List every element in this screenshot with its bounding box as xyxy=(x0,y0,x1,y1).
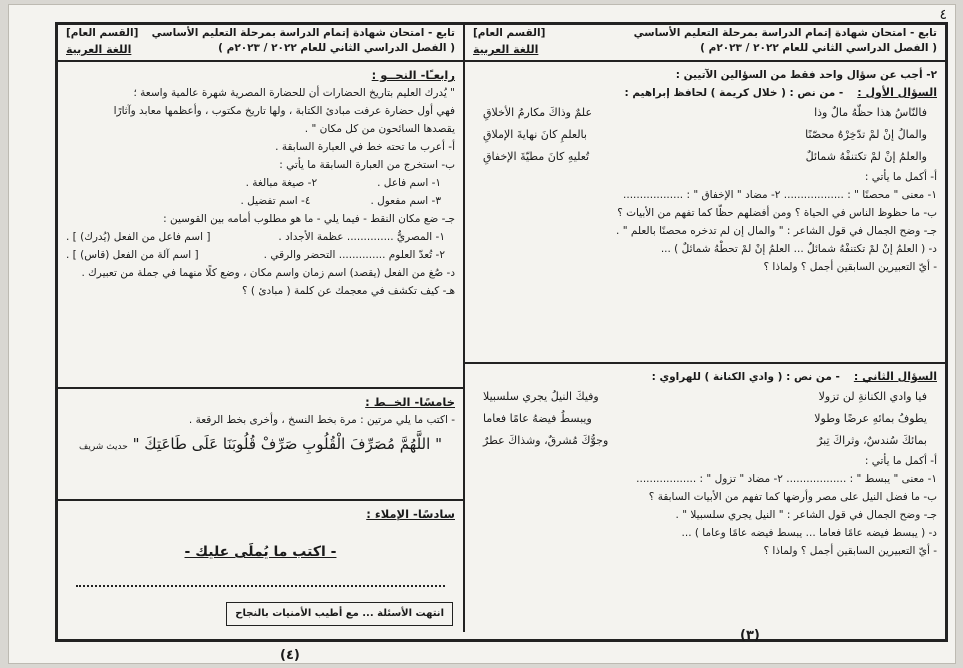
left-header-title: تابع - امتحان شهادة إتمام الدراسة بمرحلة التعليم الأساسي xyxy=(151,27,455,39)
left-header xyxy=(58,22,463,62)
grammar-section xyxy=(58,62,463,387)
q2-d: د- ( يبسط فيضه عامًا فعاما ... يبسط فيضه عامًا وعاما ) ... xyxy=(681,527,937,539)
q2-a: أ- أكمل ما يأتي : xyxy=(864,455,937,467)
q1-verse-3-a: والعلمُ إنْ لمْ تكتنفْهُ شمائلٌ xyxy=(805,150,927,163)
right-page xyxy=(465,22,945,632)
grammar-c2-hint: [ اسم آلة من الفعل (قاس) ] . xyxy=(66,249,199,261)
answer-instruction: ٢- أجب عن سؤال واحد فقط من السؤالين الآتيين : xyxy=(675,69,937,81)
q2-b: ب- ما فضل النيل على مصر وأرضها كما تفهم من الأبيات السابقة ؟ xyxy=(648,491,937,503)
q1-d2: - أيّ التعبيرين السابقين أجمل ؟ ولماذا ؟ xyxy=(763,261,937,273)
right-header-term: ( الفصل الدراسي الثاني للعام ٢٠٢٢ / ٢٠٢٣م ) xyxy=(700,42,937,54)
q1-d: د- ( العلمُ إنْ لمْ تكتنفْهُ شمائلٌ ... العلمُ إنْ لمْ تحطْهُ شمائلٌ ) ... xyxy=(660,243,937,255)
q1-c: جـ- وضح الجمال في قول الشاعر : " والمال إن لم تدخره محصنًا بالعلم " . xyxy=(616,225,937,237)
left-header-term: ( الفصل الدراسي الثاني للعام ٢٠٢٢ / ٢٠٢٣م ) xyxy=(218,42,455,54)
q1-verse-3 xyxy=(473,146,937,168)
q2-verse-1-b: وفيكَ النيلُ يجري سلسبيلا xyxy=(483,390,599,403)
q2-verse-1-a: فيا وادي الكنانةِ لن تزولا xyxy=(818,390,927,403)
calligraphy-source: حديث شريف xyxy=(79,442,128,452)
q2-source: - من نص : ( وادي الكنانة ) للهراوي : xyxy=(651,371,840,383)
grammar-q-a: أ- أعرب ما تحته خط في العبارة السابقة . xyxy=(275,141,455,153)
q1-source: - من نص : ( خلال كريمة ) لحافظ إبراهيم : xyxy=(624,87,844,99)
grammar-passage-1: " يُدرك العليم بتاريخ الحضارات أن للحضارة المصرية شهرة عالمية واسعة ؛ xyxy=(133,87,455,99)
q1-a: أ- أكمل ما يأتي : xyxy=(864,171,937,183)
footer-note: انتهت الأسئلة ... مع أطيب الأمنيات بالنجاح xyxy=(226,602,453,626)
left-page xyxy=(58,22,463,632)
q1-verse-2-b: بالعلمِ كانَ نهايةَ الإملاقِ xyxy=(483,128,587,141)
q1-a1: ١- معنى " محصنًا " : .................. ٢- مضاد " الإخفاق " : .................. xyxy=(623,189,937,201)
grammar-c1: ١- المصريُّ .............. عظمة الأجداد . xyxy=(278,231,445,243)
dictation-text: - اكتب ما يُملَى عليك - xyxy=(184,544,337,560)
q1-verse-3-b: تُعليهِ كانَ مطيّةَ الإخفاقِ xyxy=(483,150,590,163)
grammar-c2: ٢- تُعدّ العلوم .............. التحضر والرقي . xyxy=(263,249,445,261)
calligraphy-title: خامسًا- الخــط : xyxy=(365,395,455,409)
q1-verse-1-a: فالنّاسُ هذا حظّهُ مالٌ وذا xyxy=(814,106,927,119)
q2-a1: ١- معنى " يبسط " : .................. ٢- مضاد " تزول " : .................. xyxy=(636,473,937,485)
q2-verse-2-a: يطوفُ بمائهِ عرضًا وطولا xyxy=(814,412,927,425)
right-page-number: (٣) xyxy=(740,628,760,643)
calligraphy-phrase: " اللَّهُمَّ مُصَرِّفَ الْقُلُوبِ صَرِّفْ قُلُوبَنَا عَلَى طَاعَتِكَ " xyxy=(132,435,442,453)
q1-b: ب- ما حظوظ الناس في الحياة ؟ ومن أفضلهم حظًّا كما تفهم من الأبيات ؟ xyxy=(617,207,937,219)
dictation-answer-line[interactable] xyxy=(76,583,445,587)
right-header-title: تابع - امتحان شهادة إتمام الدراسة بمرحلة التعليم الأساسي xyxy=(633,27,937,39)
dictation-section xyxy=(58,499,463,632)
left-page-number: (٤) xyxy=(280,648,300,663)
calligraphy-text xyxy=(66,435,455,456)
grammar-passage-3: يقصدها السائحون من كل مكان " . xyxy=(304,123,455,135)
grammar-b4: ٤- اسم تفضيل . xyxy=(240,195,311,207)
grammar-q-b: ب- استخرج من العبارة السابقة ما يأتي : xyxy=(279,159,455,171)
q2-c: جـ- وضح الجمال في قول الشاعر : " النيل يجري سلسبيلا " . xyxy=(675,509,937,521)
q2-verse-3 xyxy=(473,430,937,452)
q1-verse-2-a: والمالُ إنْ لمْ تدّخِرْهُ محصّنًا xyxy=(805,128,927,141)
right-header-subject: اللغة العربية xyxy=(473,43,539,56)
grammar-b2: ٢- صيغة مبالغة . xyxy=(245,177,318,189)
grammar-q-e: هـ- كيف تكشف في معجمك عن كلمة ( مبادئ ) ؟ xyxy=(241,285,455,297)
grammar-b3: ٣- اسم مفعول . xyxy=(370,195,441,207)
question-one-section xyxy=(465,62,945,362)
left-header-section: [القسم العام] xyxy=(66,27,139,39)
q1-label: السؤال الأول : xyxy=(857,86,937,99)
grammar-q-d: د- صُغ من الفعل (يقصد) اسم زمان واسم مكان ، وضع كلًا منهما في جملة من تعبيرك . xyxy=(81,267,455,279)
q2-verse-3-b: وجوُّكَ مُشرقٌ، وشذاكَ عطرٌ xyxy=(483,434,609,447)
grammar-b1: ١- اسم فاعل . xyxy=(377,177,441,189)
q2-label: السؤال الثاني : xyxy=(853,370,937,383)
q2-d2: - أيّ التعبيرين السابقين أجمل ؟ ولماذا ؟ xyxy=(763,545,937,557)
grammar-title: رابعـًا- النحــو : xyxy=(371,68,455,82)
calligraphy-instruction: - اكتب ما يلي مرتين : مرة بخط النسخ ، وأخرى بخط الرقعة . xyxy=(188,414,455,426)
right-header-section: [القسم العام] xyxy=(473,27,546,39)
q1-verse-1 xyxy=(473,102,937,124)
q1-verse-2 xyxy=(473,124,937,146)
left-header-subject: اللغة العربية xyxy=(66,43,132,56)
grammar-c1-hint: [ اسم فاعل من الفعل (يُدرك) ] . xyxy=(66,231,211,243)
corner-mark: ٤ xyxy=(939,7,947,23)
right-header xyxy=(465,22,945,62)
q2-verse-2-b: ويبسطُ فيضهُ عامًا فعاما xyxy=(483,412,592,425)
q2-verse-3-a: بمائكَ سُندسٌ، وثراكَ تِبرٌ xyxy=(817,434,927,447)
dictation-title: سادسًا- الإملاء : xyxy=(366,507,455,521)
calligraphy-section xyxy=(58,387,463,499)
q2-verse-2 xyxy=(473,408,937,430)
q1-verse-1-b: علمٌ وذاكَ مكارمُ الأخلاقِ xyxy=(483,106,593,119)
question-two-section xyxy=(465,362,945,632)
grammar-q-c: جـ- ضع مكان النقط - فيما يلي - ما هو مطلوب أمامه بين القوسين : xyxy=(163,213,455,225)
q2-verse-1 xyxy=(473,386,937,408)
grammar-passage-2: فهي أول حضارة عرفت مبادئ الكتابة ، ولها تاريخ مكتوب ، وأعظمها معابد وآثارًا xyxy=(113,105,455,117)
